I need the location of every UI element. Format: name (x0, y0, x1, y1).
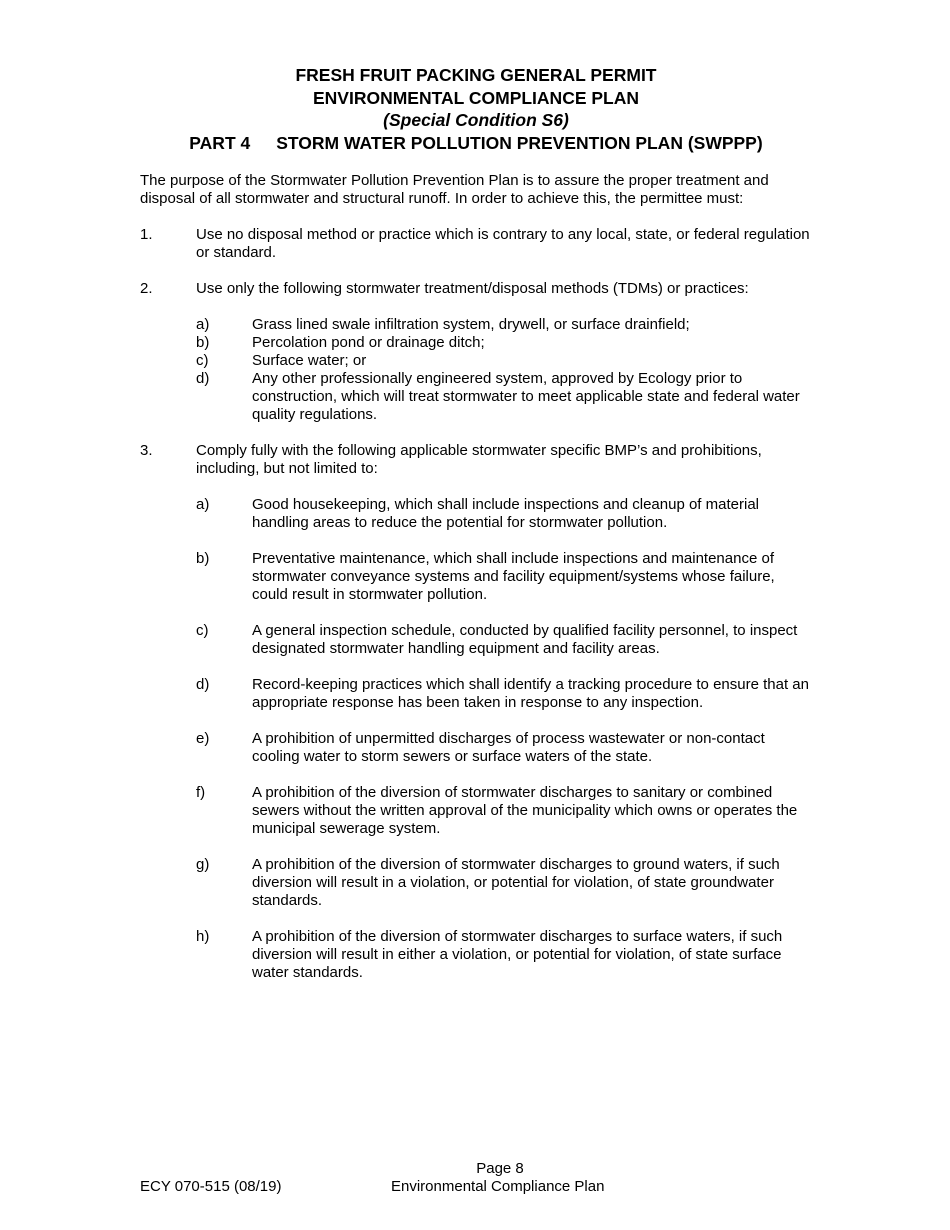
sub-item (196, 550, 812, 604)
list-item (140, 442, 812, 982)
sub-text: Percolation pond or drainage ditch; (252, 334, 485, 351)
document-page (140, 64, 812, 982)
sub-list (196, 496, 812, 982)
sub-letter: b) (196, 334, 210, 351)
item-number: 3. (140, 442, 153, 459)
item-number: 1. (140, 226, 153, 243)
sub-letter: c) (196, 352, 209, 369)
sub-item (196, 334, 812, 352)
sub-letter: b) (196, 550, 210, 567)
sub-item (196, 496, 812, 532)
sub-item (196, 370, 812, 424)
sub-letter: a) (196, 316, 210, 333)
title-permit: FRESH FRUIT PACKING GENERAL PERMIT (295, 65, 657, 85)
list-item (140, 226, 812, 262)
item-text: Comply fully with the following applicable stormwater specific BMP’s and prohibitions, including, but not limited to: (196, 442, 762, 477)
sub-item (196, 676, 812, 712)
item-text: Use no disposal method or practice which is contrary to any local, state, or federal regulation or standard. (196, 226, 810, 261)
sub-item (196, 730, 812, 766)
item-number: 2. (140, 280, 153, 297)
sub-letter: e) (196, 730, 210, 747)
part-heading (140, 132, 812, 155)
title-plan: ENVIRONMENTAL COMPLIANCE PLAN (312, 87, 640, 108)
sub-text: Any other professionally engineered system, approved by Ecology prior to construction, which will treat stormwater to meet applicable state and federal water quality regulations. (252, 370, 800, 423)
sub-text: A prohibition of the diversion of stormwater discharges to surface waters, if such diversion will result in either a violation, or potential for violation, of state surface water standards. (252, 928, 783, 981)
part-title: STORM WATER POLLUTION PREVENTION PLAN (SWPPP) (276, 132, 763, 153)
sub-letter: d) (196, 676, 210, 693)
intro-paragraph: The purpose of the Stormwater Pollution Prevention Plan is to assure the proper treatment and disposal of all stormwater and structural runoff. In order to achieve this, the permittee must: (140, 172, 769, 207)
sub-letter: c) (196, 622, 209, 639)
sub-text: Grass lined swale infiltration system, drywell, or surface drainfield; (252, 316, 690, 333)
sub-text: Preventative maintenance, which shall include inspections and maintenance of stormwater conveyance systems and facility equipment/systems whose failure, could result in stormwater pollution. (252, 550, 775, 603)
sub-text: A prohibition of unpermitted discharges of process wastewater or non-contact cooling water to storm sewers or surface waters of the state. (252, 730, 765, 765)
sub-letter: a) (196, 496, 210, 513)
sub-letter: h) (196, 928, 210, 945)
sub-text: Good housekeeping, which shall include inspections and cleanup of material handling areas to reduce the potential for stormwater pollution. (252, 496, 759, 531)
sub-text: A general inspection schedule, conducted by qualified facility personnel, to inspect designated stormwater handling equipment and facility areas. (252, 622, 798, 657)
sub-item (196, 856, 812, 910)
item-text: Use only the following stormwater treatment/disposal methods (TDMs) or practices: (196, 280, 749, 297)
sub-item (196, 316, 812, 334)
title-condition: (Special Condition S6) (383, 110, 569, 130)
sub-text: Surface water; or (252, 352, 367, 369)
sub-item (196, 784, 812, 838)
sub-item (196, 622, 812, 658)
sub-item (196, 352, 812, 370)
sub-item (196, 928, 812, 982)
sub-text: A prohibition of the diversion of stormwater discharges to ground waters, if such diversion will result in a violation, or potential for violation, of state groundwater standards. (252, 856, 780, 909)
sub-letter: g) (196, 856, 210, 873)
form-id: ECY 070-515 (08/19) (140, 1178, 282, 1195)
list-item (140, 280, 812, 424)
part-label: PART 4 (189, 132, 251, 153)
sub-letter: f) (196, 784, 206, 801)
footer-title: Environmental Compliance Plan (391, 1178, 605, 1195)
page-footer: Page 8 ECY 070-515 (08/19) Environmental Compliance Plan (140, 1160, 605, 1195)
sub-text: Record-keeping practices which shall identify a tracking procedure to ensure that an appropriate response has been taken in response to any inspection. (252, 676, 809, 711)
sub-list (196, 316, 812, 424)
sub-text: A prohibition of the diversion of stormwater discharges to sanitary or combined sewers without the written approval of the municipality which owns or operates the municipal sewerage system. (252, 784, 798, 837)
document-title (140, 64, 812, 132)
sub-letter: d) (196, 370, 210, 387)
